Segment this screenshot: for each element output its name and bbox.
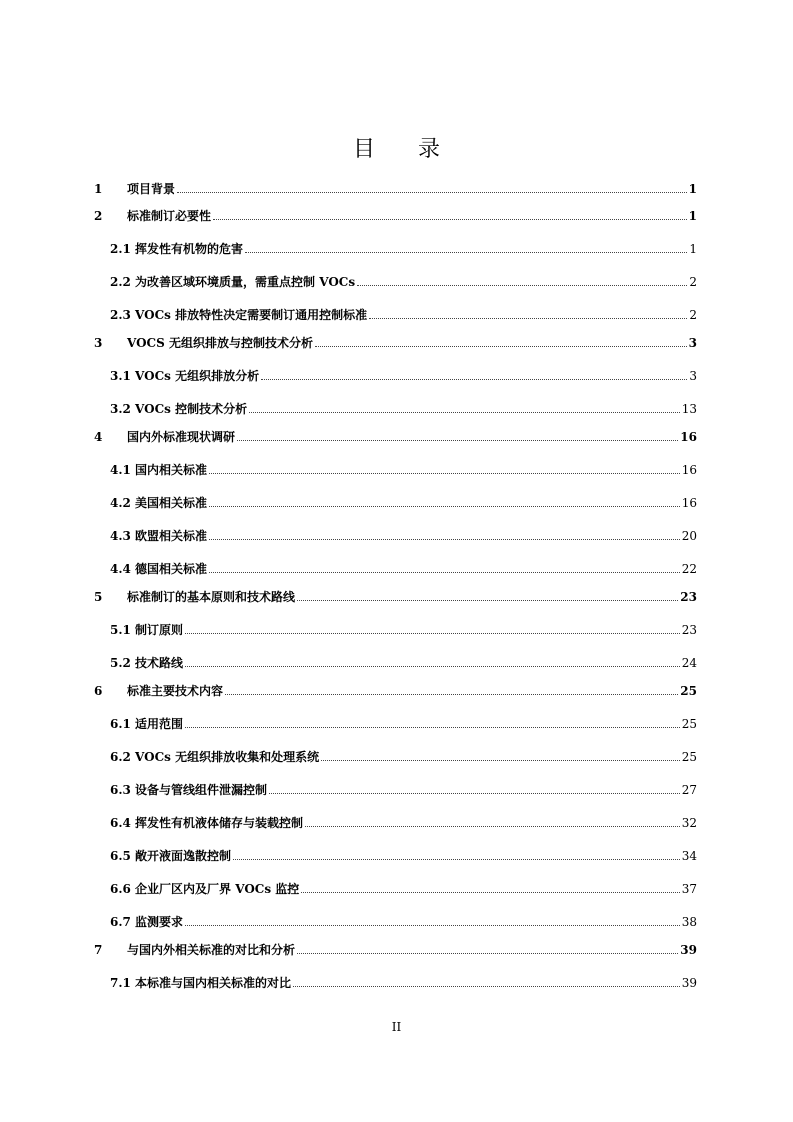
- toc-entry-section[interactable]: [0, 367, 793, 385]
- toc-entry-label: 6.1 适用范围: [110, 717, 184, 731]
- toc-leader-dots: [301, 892, 680, 893]
- toc-leader-dots: [209, 506, 680, 507]
- toc-entry-section[interactable]: [0, 781, 793, 799]
- toc-entry-page: 24: [681, 656, 697, 670]
- toc-leader-dots: [233, 859, 680, 860]
- toc-entry-page: 23: [681, 623, 697, 637]
- toc-entry-section[interactable]: [0, 560, 793, 578]
- toc-entry-page: 16: [681, 463, 697, 477]
- toc-entry-label: 6.2 VOCs 无组织排放收集和处理系统: [110, 750, 320, 764]
- toc-entry-page: 3: [688, 336, 697, 350]
- toc-leader-dots: [185, 666, 680, 667]
- page-number: II: [391, 1020, 402, 1034]
- toc-entry-section[interactable]: [0, 621, 793, 639]
- toc-leader-dots: [261, 379, 687, 380]
- toc-entry-label: 5.1 制订原则: [110, 623, 184, 637]
- toc-entry-label: 标准制订的基本原则和技术路线: [127, 590, 296, 604]
- toc-entry-page: 16: [680, 430, 697, 444]
- toc-entry-chapter[interactable]: [0, 941, 793, 959]
- toc-leader-dots: [249, 412, 680, 413]
- toc-entry-section[interactable]: [0, 814, 793, 832]
- toc-entry-page: 16: [681, 496, 697, 510]
- toc-leader-dots: [297, 600, 678, 601]
- toc-entry-chapter[interactable]: [0, 207, 793, 225]
- toc-entry-page: 39: [680, 943, 697, 957]
- toc-entry-section[interactable]: [0, 715, 793, 733]
- toc-entry-number: 4: [94, 430, 103, 444]
- toc-entry-label: 标准主要技术内容: [127, 684, 224, 698]
- toc-entry-label: 3.2 VOCs 控制技术分析: [110, 402, 248, 416]
- toc-entry-label: 标准制订必要性: [127, 209, 212, 223]
- toc-entry-label: VOCS 无组织排放与控制技术分析: [127, 336, 313, 350]
- toc-entry-page: 38: [681, 915, 697, 929]
- toc-entry-label: 2.2 为改善区域环境质量，需重点控制 VOCs: [110, 275, 356, 289]
- toc-entry-label: 5.2 技术路线: [110, 656, 184, 670]
- toc-entry-page: 1: [688, 182, 697, 196]
- toc-entry-page: 23: [680, 590, 697, 604]
- toc-entry-chapter[interactable]: [0, 180, 793, 198]
- toc-entry-label: 4.3 欧盟相关标准: [110, 529, 208, 543]
- toc-entry-page: 25: [681, 717, 697, 731]
- toc-leader-dots: [245, 252, 687, 253]
- toc-entry-page: 1: [689, 242, 697, 256]
- toc-entry-page: 27: [681, 783, 697, 797]
- toc-entry-page: 20: [681, 529, 697, 543]
- toc-entry-label: 国内外标准现状调研: [127, 430, 236, 444]
- toc-entry-label: 2.1 挥发性有机物的危害: [110, 242, 244, 256]
- toc-entry-section[interactable]: [0, 913, 793, 931]
- toc-leader-dots: [209, 572, 680, 573]
- toc-entry-section[interactable]: [0, 273, 793, 291]
- toc-entry-section[interactable]: [0, 400, 793, 418]
- toc-entry-label: 项目背景: [127, 182, 176, 196]
- toc-entry-label: 7.1 本标准与国内相关标准的对比: [110, 976, 292, 990]
- toc-leader-dots: [225, 694, 678, 695]
- toc-entry-label: 6.4 挥发性有机液体储存与装载控制: [110, 816, 304, 830]
- toc-leader-dots: [209, 539, 680, 540]
- toc-entry-page: 1: [688, 209, 697, 223]
- toc-leader-dots: [237, 440, 678, 441]
- toc-entry-section[interactable]: [0, 527, 793, 545]
- toc-leader-dots: [369, 318, 687, 319]
- toc-leader-dots: [297, 953, 678, 954]
- toc-entry-label: 4.4 德国相关标准: [110, 562, 208, 576]
- toc-entry-page: 22: [681, 562, 697, 576]
- toc-entry-number: 6: [94, 684, 103, 698]
- toc-entry-section[interactable]: [0, 847, 793, 865]
- toc-leader-dots: [209, 473, 680, 474]
- toc-leader-dots: [357, 285, 687, 286]
- toc-entry-section[interactable]: [0, 240, 793, 258]
- toc-leader-dots: [269, 793, 680, 794]
- toc-leader-dots: [185, 925, 680, 926]
- toc-entry-section[interactable]: [0, 494, 793, 512]
- toc-entry-chapter[interactable]: [0, 682, 793, 700]
- toc-leader-dots: [305, 826, 680, 827]
- toc-entry-number: 7: [94, 943, 103, 957]
- toc-leader-dots: [185, 727, 680, 728]
- toc-entry-chapter[interactable]: [0, 334, 793, 352]
- toc-leader-dots: [293, 986, 680, 987]
- toc-entry-label: 3.1 VOCs 无组织排放分析: [110, 369, 260, 383]
- toc-entry-page: 3: [689, 369, 697, 383]
- toc-entry-chapter[interactable]: [0, 428, 793, 446]
- toc-entry-label: 6.7 监测要求: [110, 915, 184, 929]
- toc-leader-dots: [213, 219, 687, 220]
- toc-entry-page: 25: [680, 684, 697, 698]
- toc-leader-dots: [185, 633, 680, 634]
- toc-entry-page: 37: [681, 882, 697, 896]
- toc-leader-dots: [315, 346, 687, 347]
- toc-entry-label: 2.3 VOCs 排放特性决定需要制订通用控制标准: [110, 308, 368, 322]
- toc-leader-dots: [321, 760, 680, 761]
- toc-entry-section[interactable]: [0, 880, 793, 898]
- toc-entry-page: 13: [681, 402, 697, 416]
- toc-entry-page: 2: [689, 308, 697, 322]
- toc-entry-page: 39: [681, 976, 697, 990]
- toc-entry-label: 6.3 设备与管线组件泄漏控制: [110, 783, 268, 797]
- toc-title: 目 录: [353, 137, 458, 162]
- toc-leader-dots: [177, 192, 687, 193]
- toc-entry-chapter[interactable]: [0, 588, 793, 606]
- toc-entry-label: 4.1 国内相关标准: [110, 463, 208, 477]
- toc-entry-page: 32: [681, 816, 697, 830]
- toc-entry-page: 34: [681, 849, 697, 863]
- toc-entry-label: 6.6 企业厂区内及厂界 VOCs 监控: [110, 882, 300, 896]
- toc-entry-section[interactable]: [0, 654, 793, 672]
- toc-entry-section[interactable]: [0, 306, 793, 324]
- toc-entry-number: 3: [94, 336, 103, 350]
- toc-entry-number: 2: [94, 209, 103, 223]
- toc-entry-page: 25: [681, 750, 697, 764]
- toc-entry-number: 1: [94, 182, 103, 196]
- toc-entry-section[interactable]: [0, 461, 793, 479]
- toc-entry-page: 2: [689, 275, 697, 289]
- toc-entry-label: 4.2 美国相关标准: [110, 496, 208, 510]
- toc-entry-number: 5: [94, 590, 103, 604]
- toc-entry-label: 与国内外相关标准的对比和分析: [127, 943, 296, 957]
- toc-entry-section[interactable]: [0, 748, 793, 766]
- toc-entry-label: 6.5 敞开液面逸散控制: [110, 849, 232, 863]
- toc-entry-section[interactable]: [0, 974, 793, 992]
